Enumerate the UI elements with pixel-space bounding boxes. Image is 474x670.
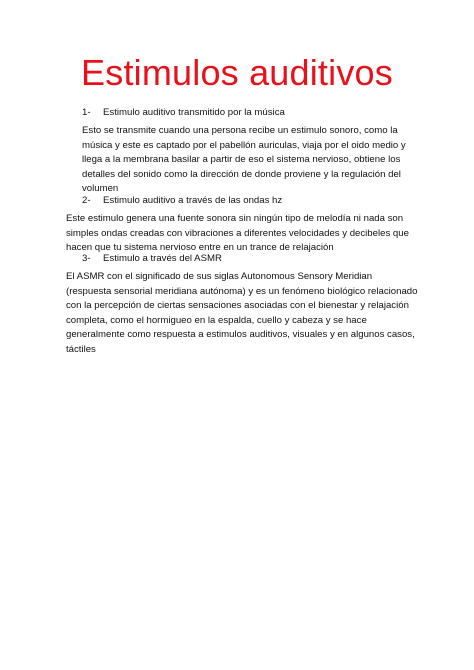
section-2-heading-text: Estimulo auditivo a través de las ondas hz xyxy=(103,195,283,206)
section-1-heading-text: Estimulo auditivo transmitido por la música xyxy=(103,107,285,118)
section-3-heading-text: Estimulo a través del ASMR xyxy=(103,253,222,264)
section-3-body: El ASMR con el significado de sus siglas Autonomous Sensory Meridian (respuesta sensorial meridiana autónoma) y es un fenómeno biológico relacionado con la percepción de ciertas sensaciones asociadas con el bienestar y relajación completa, como el hormigueo en la espalda, cuello y cabeza y se hace generalmente como respuesta a estimulos auditivos, visuales y en algunos casos, táctiles xyxy=(66,271,418,355)
section-2-heading xyxy=(82,194,282,209)
section-1-number: 1- xyxy=(82,107,91,118)
section-1-heading xyxy=(82,106,285,121)
section-1-body: Esto se transmite cuando una persona recibe un estimulo sonoro, como la música y este es captado por el pabellón auriculas, viaja por el oido medio y llega a la membrana basilar a partir de eso el sistema nervioso, obtiene los detalles del sonido como la dirección de donde proviene y la regulación del volumen xyxy=(82,125,406,195)
section-3-heading xyxy=(82,252,222,267)
section-2-number: 2- xyxy=(82,195,91,206)
section-3-number: 3- xyxy=(82,253,91,264)
document-title: Estimulos auditivos xyxy=(81,52,393,93)
section-2-body: Este estimulo genera una fuente sonora sin ningún tipo de melodía ni nada son simples ondas creadas con vibraciones a diferentes velocidades y decibeles que hacen que tu sistema nervioso entre en un trance de relajación xyxy=(66,213,409,254)
